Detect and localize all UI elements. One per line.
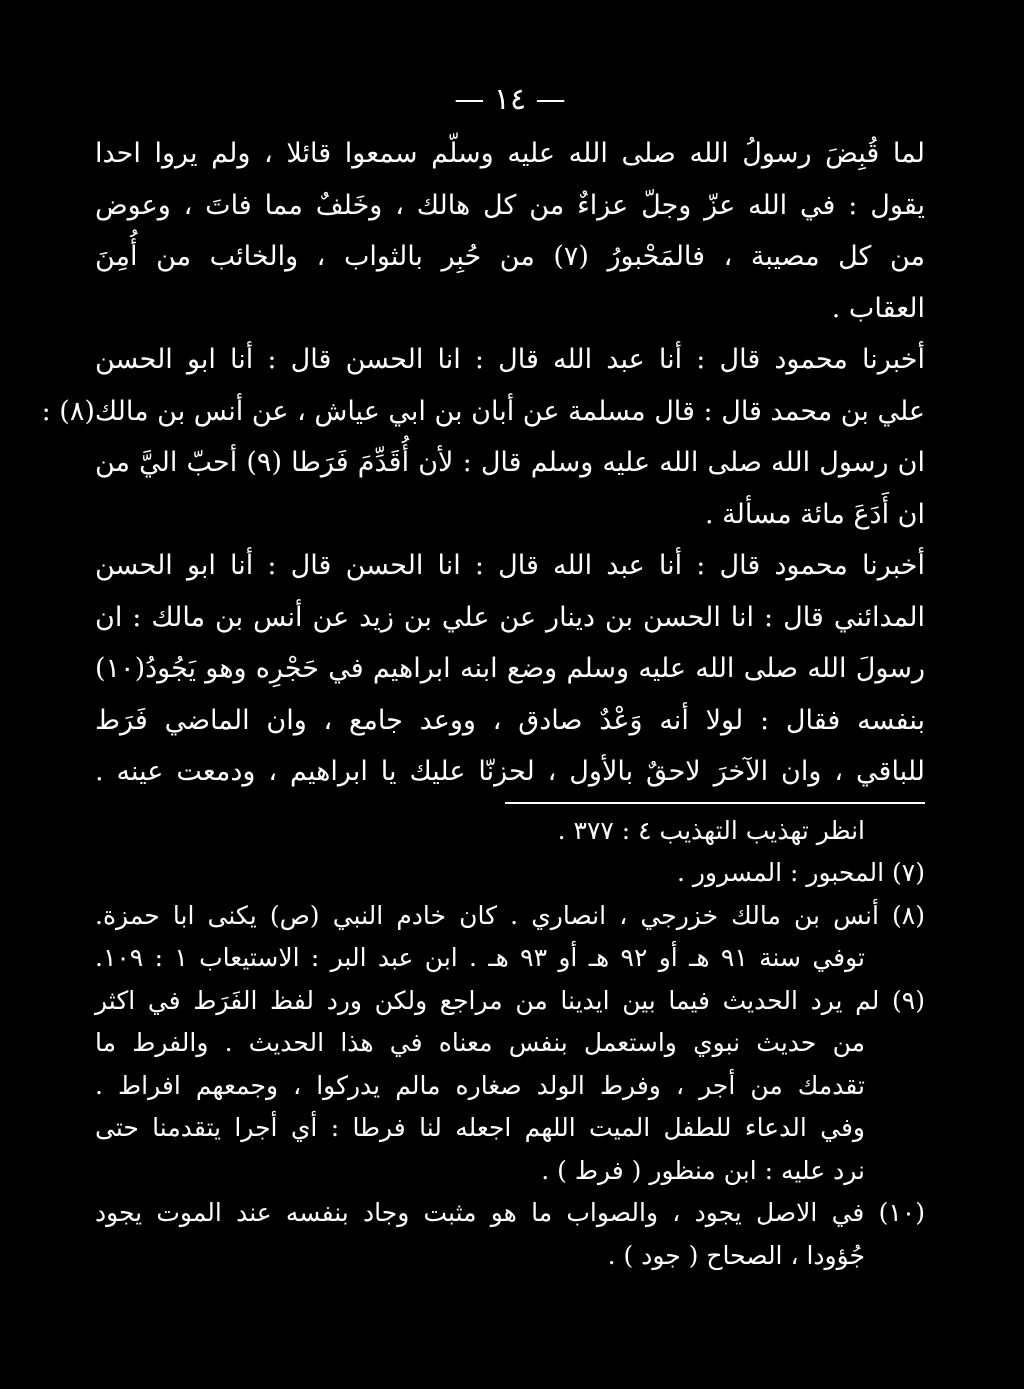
footnotes	[95, 810, 925, 1278]
footnote-line: انظر تهذيب التهذيب ٤ : ٣٧٧ .	[557, 815, 865, 845]
footnote-line: (٨) أنس بن مالك خزرجي ، انصاري . كان خادم النبي (ص) يكنى ابا حمزة.	[95, 900, 925, 930]
footnote-line: وفي الدعاء للطفل الميت اللهم اجعله لنا فرطا : أي أجرا يتقدمنا حتى	[95, 1113, 865, 1142]
main-line: ان رسول الله صلى الله عليه وسلم قال : لأن أُقَدِّمَ فَرَطا (٩) أحبّ اليَّ من	[95, 447, 926, 478]
main-line: ان أَدَعَ مائة مسألة .	[704, 498, 925, 530]
main-line: رسولَ الله صلى الله عليه وسلم وضع ابنه ابراهيم في حَجْرِه وهو يَجُودُ(١٠)	[95, 653, 925, 684]
main-line: المدائني قال : انا الحسن بن دينار عن علي بن زيد عن أنس بن مالك : ان	[95, 601, 925, 633]
footnote-line: توفي سنة ٩١ هـ أو ٩٢ هـ أو ٩٣ هـ . ابن عبد البر : الاستيعاب ١ : ١٠٩.	[95, 943, 865, 972]
main-line: بنفسه فقال : لولا أنه وَعْدٌ صادق ، ووعد جامع ، وان الماضي فَرَط	[95, 704, 925, 736]
footnote-line: تقدمك من أجر ، وفرط الولد صغاره مالم يدركوا ، وجمعهم افراط .	[95, 1070, 865, 1100]
main-line: علي بن محمد قال : قال مسلمة عن أبان بن ابي عياش ، عن أنس بن مالك(٨) :	[41, 395, 925, 427]
footnote-line: (٩) لم يرد الحديث فيما بين ايدينا من مراجع ولكن ورد لفظ الفَرَط في اكثر	[95, 985, 925, 1015]
main-text	[41, 128, 926, 798]
footnote-line: نرد عليه : ابن منظور ( فرط ) .	[541, 1155, 865, 1185]
main-line: للباقي ، وان الآخرَ لاحقٌ بالأول ، لحزنّا عليك يا ابراهيم ، ودمعت عينه .	[95, 756, 925, 787]
book-page	[41, 80, 926, 1380]
footnote-divider	[505, 802, 925, 804]
footnote-line: (٧) المحبور : المسرور .	[676, 858, 925, 887]
main-line: أخبرنا محمود قال : أنا عبد الله قال : انا الحسن قال : أنا ابو الحسن	[95, 550, 925, 581]
main-line: من كل مصيبة ، فالمَحْبورُ (٧) من حُبِر بالثواب ، والخائب من أُمِنَ	[95, 241, 925, 272]
footnote-line: جُؤودا ، الصحاح ( جود ) .	[607, 1240, 865, 1270]
footnote-line: من حديث نبوي واستعمل بنفس معناه في هذا الحديث . والفرط ما	[95, 1028, 865, 1057]
main-line: لما قُبِضَ رسولُ الله صلى الله عليه وسلّم سمعوا قائلا ، ولم يروا احدا	[95, 138, 925, 169]
main-line: يقول : في الله عزّ وجلّ عزاءٌ من كل هالك ، وخَلفٌ مما فاتَ ، وعوض	[95, 189, 925, 221]
footnote-line: (١٠) في الاصل يجود ، والصواب ما هو مثبت وجاد بنفسه عند الموت يجود	[95, 1198, 925, 1227]
page-number: — ١٤ —	[454, 82, 566, 117]
main-line: أخبرنا محمود قال : أنا عبد الله قال : انا الحسن قال : أنا ابو الحسن	[95, 344, 925, 375]
main-line: العقاب .	[831, 292, 925, 324]
